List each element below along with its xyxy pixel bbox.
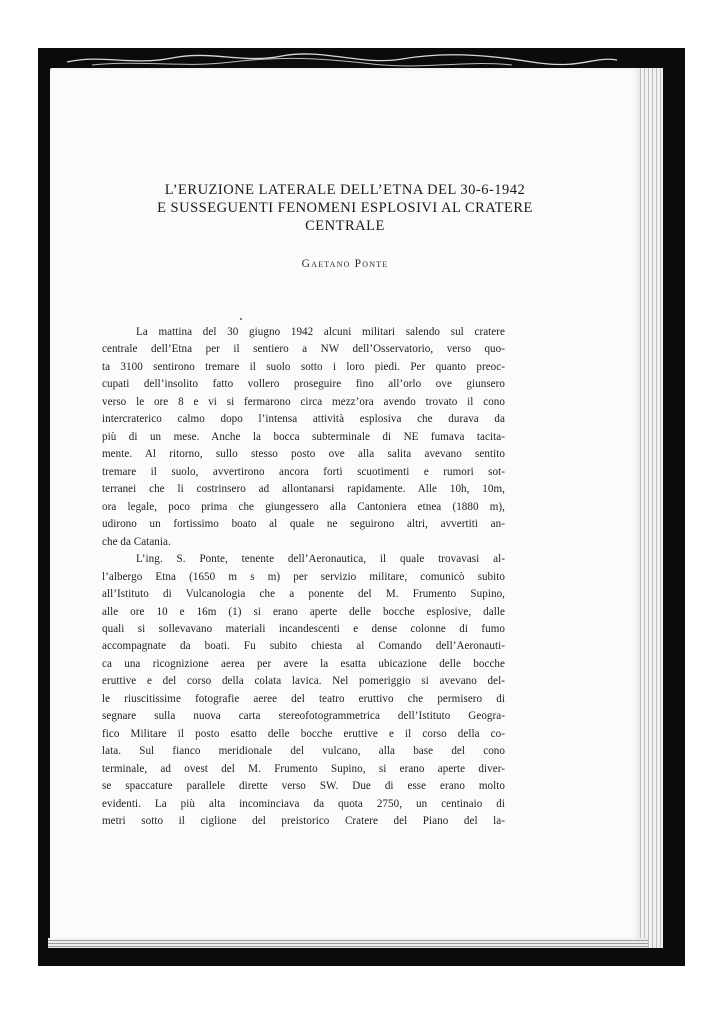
text-line: centrale dell’Etna per il sentiero a NW dell’Osservatorio, verso quo- (102, 343, 505, 356)
text-line: verso le ore 8 e vi si fermarono circa mezz’ora avendo trovato il cono (102, 395, 505, 408)
paragraph-1 (102, 324, 505, 551)
text-line: accompagnate da boati. Fu subito chiesta al Comando dell’Aeronauti- (102, 640, 505, 653)
text-line: metri sotto il ciglione del preistorico Cratere del Piano del la- (102, 815, 505, 828)
text-line: all’Istituto di Vulcanologia che a ponente del M. Frumento Supino, (102, 588, 505, 601)
article-body (102, 324, 505, 831)
paragraph-2 (102, 551, 505, 831)
text-line: ora legale, poco prima che giungessero alla Cantoniera etnea (1880 m), (102, 500, 505, 513)
text-line: udirono un fortissimo boato al quale ne seguirono altri, avvertiti an- (102, 518, 505, 531)
article-title (50, 181, 640, 235)
text-line: intercraterico calmo dopo l’intensa attività esplosiva che durava da (102, 413, 505, 426)
text-line: tremare il suolo, avvertirono ancora forti scuotimenti e rumori sot- (102, 465, 505, 478)
article-author: Gaetano Ponte (301, 258, 389, 270)
title-line: E SUSSEGUENTI FENOMENI ESPLOSIVI AL CRATERE (157, 200, 533, 216)
text-line: ca una ricognizione aerea per avere la esatta ubicazione delle bocche (102, 657, 505, 670)
text-line: se spaccature parallele dirette verso SW. Due di esse erano molto (102, 780, 505, 793)
document-page (50, 68, 640, 940)
text-line: terranei che li costrinsero ad allontanarsi rapidamente. Alle 10h, 10m, (102, 483, 505, 496)
text-line: eruttive e del corso della colata lavica. Nel pomeriggio si avevano del- (102, 675, 505, 688)
text-line: quali si sollevavano materiali incandescenti e dense colonne di fumo (102, 622, 505, 635)
text-line: terminale, ad ovest del M. Frumento Supino, si erano aperte diver- (102, 762, 505, 775)
text-line: alle ore 10 e 16m (1) si erano aperte delle bocche esplosive, dalle (102, 605, 505, 618)
stray-mark (240, 318, 242, 320)
text-line: L’ing. S. Ponte, tenente dell’Aeronautica, il quale trovavasi al- (136, 553, 505, 566)
text-line: lata. Sul fianco meridionale del vulcano, alla base del cono (102, 745, 505, 758)
text-line: l’albergo Etna (1650 m s m) per servizio militare, comunicò subito (102, 570, 505, 583)
text-line: mente. Al ritorno, sullo stesso posto ove alla salita avevano sentito (102, 448, 505, 461)
text-line: cupati dell’insolito fatto vollero proseguire fino all’orlo ove giunsero (102, 378, 505, 391)
text-line: le riuscitissime fotografie aeree del teatro eruttivo che permisero di (102, 692, 505, 705)
text-line: ta 3100 sentirono tremare il suolo sotto i loro piedi. Per quanto preoc- (102, 360, 505, 373)
text-line: che da Catania. (102, 535, 171, 548)
text-line: La mattina del 30 giugno 1942 alcuni militari salendo sul cratere (136, 326, 505, 338)
text-line: evidenti. La più alta incominciava da quota 2750, un centinaio di (102, 797, 505, 810)
title-line: CENTRALE (305, 218, 385, 234)
handwritten-scribble (62, 50, 622, 70)
text-line: più di un mese. Anche la bocca subterminale di NE fumava tacita- (102, 430, 505, 443)
text-line: segnare sulla nuova carta stereofotogrammetrica dell’Istituto Geogra- (102, 710, 505, 723)
text-line: fico Militare il posto esatto delle bocche eruttive e il corso della co- (102, 727, 505, 740)
title-line: L’ERUZIONE LATERALE DELL’ETNA DEL 30-6-1942 (164, 182, 526, 198)
